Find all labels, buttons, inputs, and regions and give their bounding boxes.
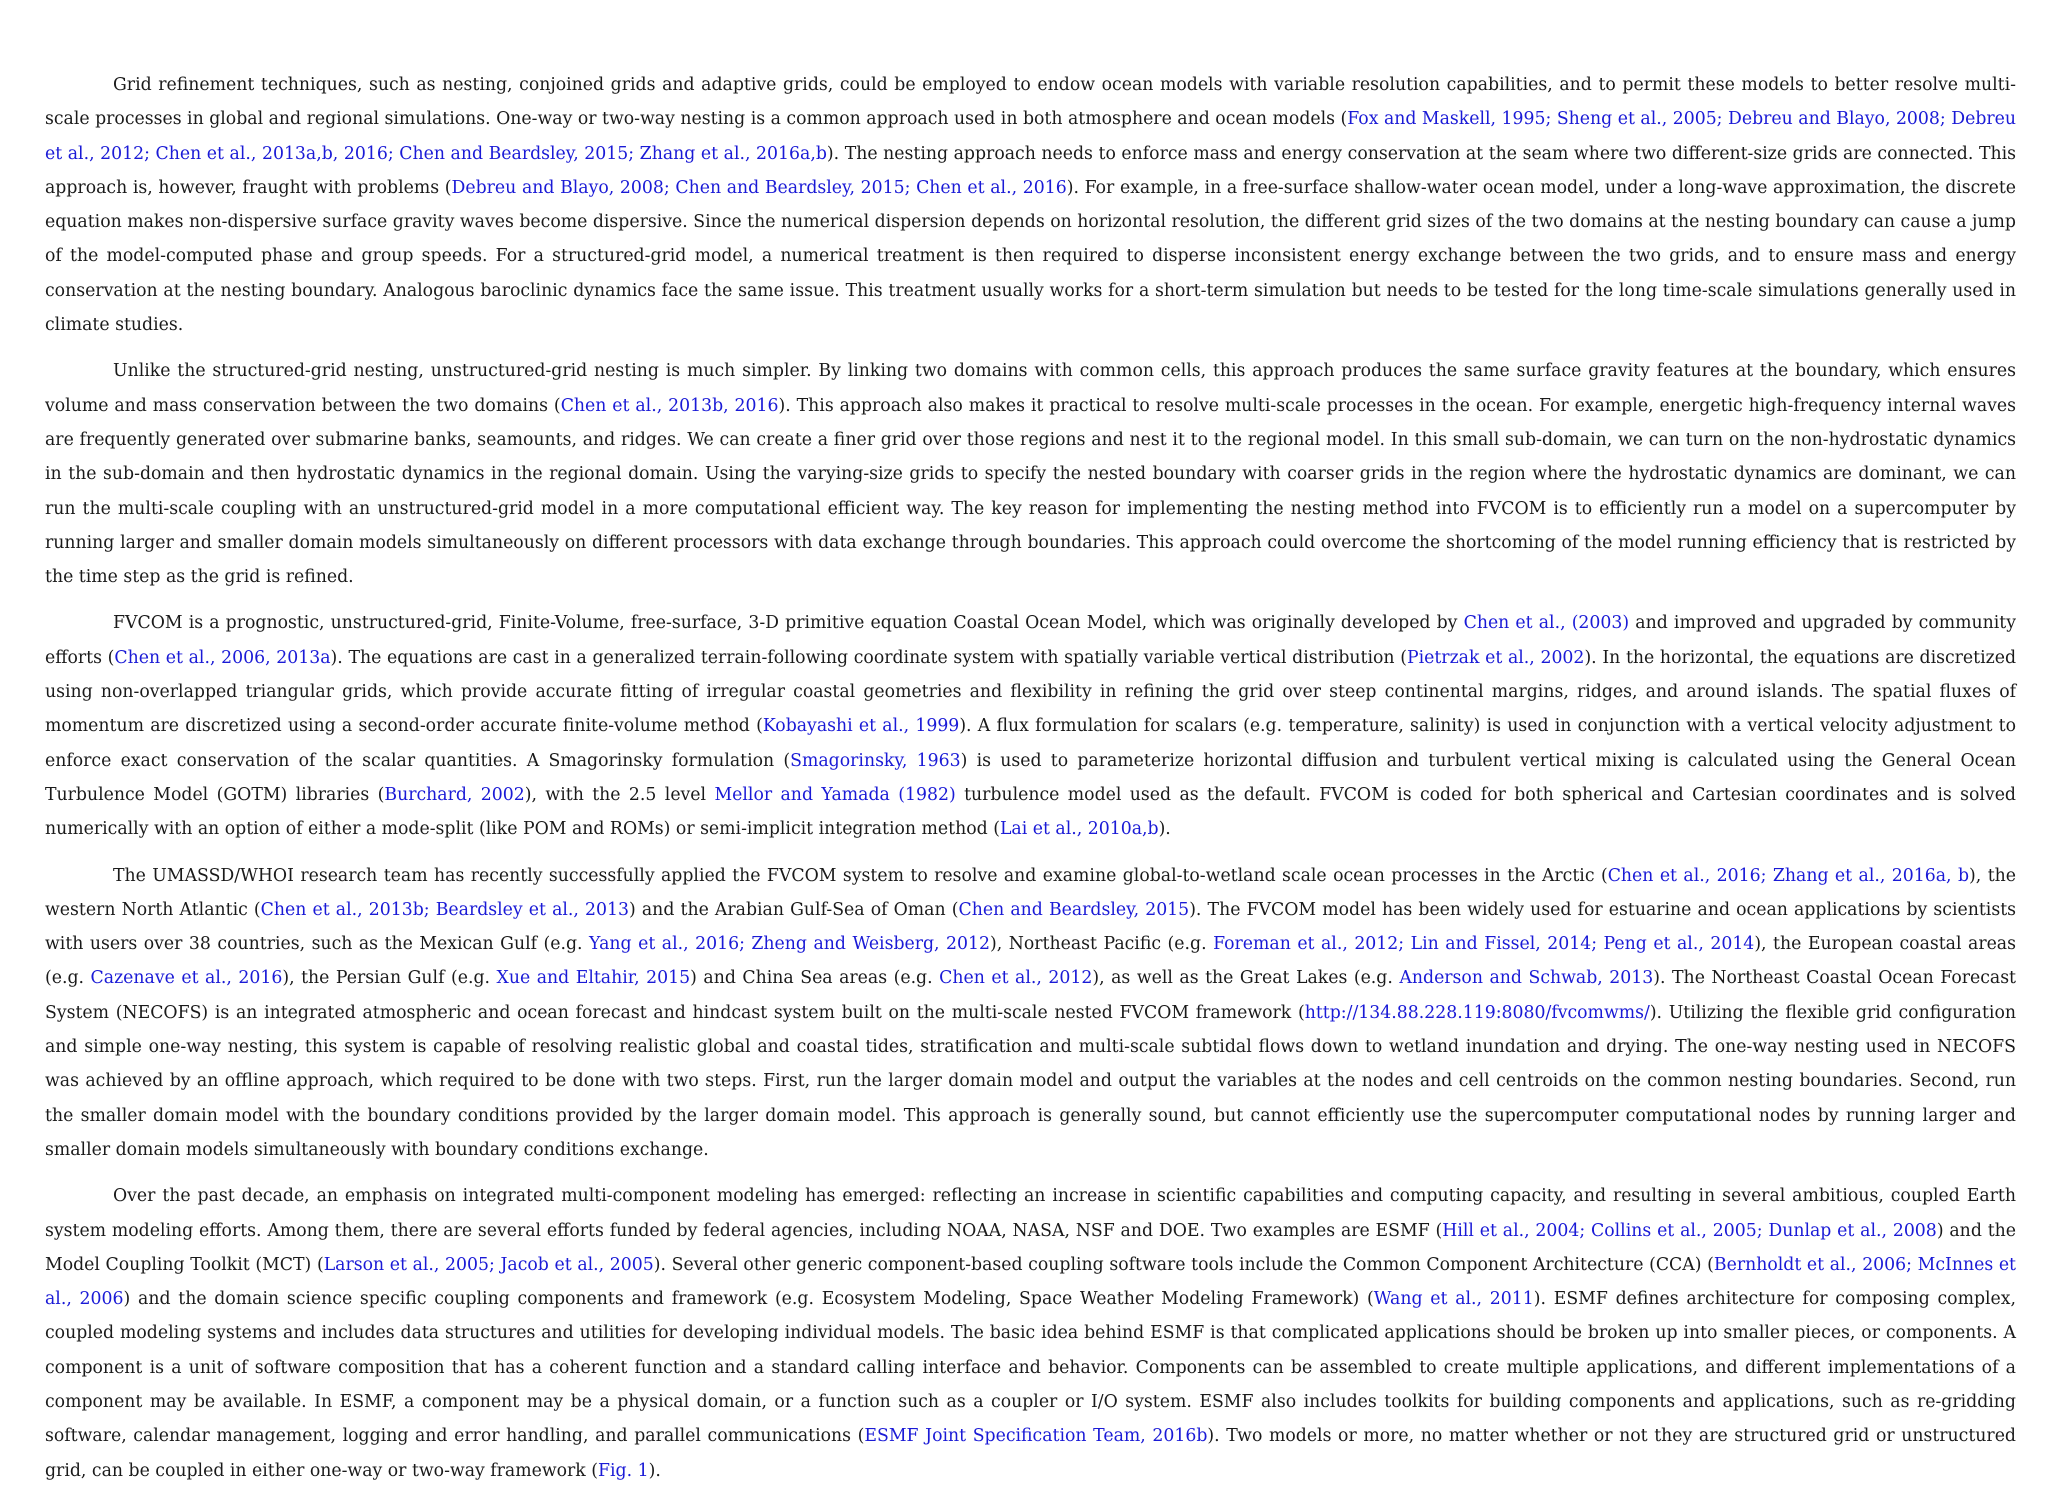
citation-link[interactable]: Yang et al., 2016; Zheng and Weisberg, 2012	[589, 934, 991, 955]
paragraph-text: ), the Persian Gulf (e.g.	[282, 968, 497, 989]
paragraph-text: turbulence model used as the default. FVCOM is coded for both spherical and Cartesian coordinates and is solved numerically with an option of either a mode-split (like POM and ROMs) or semi-implicit integration method (	[45, 784, 2016, 840]
paragraph-4	[45, 859, 2016, 1168]
paragraph-text: Over the past decade, an emphasis on integrated multi-component modeling has emerged: reflecting an increase in scientific capabilities and computing capacity, and resulting in several ambitious, coupled Earth system modeling efforts. Among them, there are several efforts funded by federal agencies, including NOAA, NASA, NSF and DOE. Two examples are ESMF (	[45, 1186, 2016, 1241]
paragraph-text: FVCOM is a prognostic, unstructured-grid, Finite-Volume, free-surface, 3-D primitive equation Coastal Ocean Model, which was originally developed by	[113, 613, 1464, 634]
paragraph-2	[45, 354, 2016, 594]
citation-link[interactable]: Cazenave et al., 2016	[90, 968, 283, 989]
paragraph-text: ). The equations are cast in a generalized terrain-following coordinate system with spatially variable vertical distribution (	[330, 647, 1407, 668]
paragraph-text: ) and the Arabian Gulf-Sea of Oman (	[629, 899, 959, 920]
paragraph-text: ), as well as the Great Lakes (e.g.	[1092, 968, 1400, 989]
paragraph-text: ). In the horizontal, the equations are discretized using non-overlapped triangular grids, which provide accurate fitting of irregular coastal geometries and flexibility in refining the grid over steep continental margins, ridges, and around islands. The spatial fluxes of momentum are discretized using a second-order accurate finite-volume method (	[45, 647, 2017, 737]
paragraph-text: ). For example, in a free-surface shallow-water ocean model, under a long-wave approximation, the discrete equation makes non-dispersive surface gravity waves become dispersive. Since the numerical dispersion depends on horizontal resolution, the different grid sizes of the two domains at the nesting boundary can cause a jump of the model-computed phase and group speeds. For a structured-grid model, a numerical treatment is then required to disperse inconsistent energy exchange between the two grids, and to ensure mass and energy conservation at the nesting boundary. Analogous baroclinic dynamics face the same issue. This treatment usually works for a short-term simulation but needs to be tested for the long time-scale simulations generally used in climate studies.	[45, 177, 2016, 336]
paragraph-text: ). This approach also makes it practical to resolve multi-scale processes in the ocean. For example, energetic high-frequency internal waves are frequently generated over submarine banks, seamounts, and ridges. We can create a finer grid over those regions and nest it to the regional model. In this small sub-domain, we can turn on the non-hydrostatic dynamics in the sub-domain and then hydrostatic dynamics in the regional domain. Using the varying-size grids to specify the nested boundary with coarser grids in the region where the hydrostatic dynamics are dominant, we can run the multi-scale coupling with an unstructured-grid model in a more computational efficient way. The key reason for implementing the nesting method into FVCOM is to efficiently run a model on a supercomputer by running larger and smaller domain models simultaneously on different processors with data exchange through boundaries. This approach could overcome the shortcoming of the model running efficiency that is restricted by the time step as the grid is refined.	[45, 395, 2017, 588]
citation-link[interactable]: Smagorinsky, 1963	[790, 750, 961, 771]
paragraph-text: ), Northeast Pacific (e.g.	[990, 934, 1214, 955]
citation-link[interactable]: Chen et al., 2012	[939, 968, 1093, 989]
citation-link[interactable]: Foreman et al., 2012; Lin and Fissel, 2014; Peng et al., 2014	[1213, 934, 1755, 955]
citation-link[interactable]: Bernholdt et al., 2006; McInnes et al., 2006	[45, 1254, 2017, 1310]
citation-link[interactable]: Fig. 1	[598, 1460, 649, 1481]
citation-link[interactable]: Wang et al., 2011	[1373, 1289, 1534, 1310]
citation-link[interactable]: Lai et al., 2010a,b	[999, 819, 1159, 840]
paragraph-text: ) and the domain science specific coupling components and framework (e.g. Ecosystem Modeling, Space Weather Modeling Framework) (	[123, 1289, 1374, 1310]
citation-link[interactable]: Chen et al., 2013b; Beardsley et al., 2013	[260, 899, 630, 920]
citation-link[interactable]: Chen et al., (2003)	[1463, 613, 1630, 634]
citation-link[interactable]: Xue and Eltahir, 2015	[496, 968, 691, 989]
paragraph-text: ), the western North Atlantic (	[45, 865, 2016, 920]
article-body	[45, 68, 2016, 1500]
citation-link[interactable]: Anderson and Schwab, 2013	[1399, 968, 1654, 989]
paragraph-3	[45, 606, 2016, 846]
paragraph-text: Grid refinement techniques, such as nesting, conjoined grids and adaptive grids, could be employed to endow ocean models with variable resolution capabilities, and to permit these models to better resolve multi-scale processes in global and regional simulations. One-way or two-way nesting is a common approach used in both atmosphere and ocean models (	[45, 75, 2016, 130]
citation-link[interactable]: ESMF Joint Specification Team, 2016b	[864, 1426, 1208, 1447]
paragraph-text: ), with the 2.5 level	[524, 784, 715, 805]
citation-link[interactable]: Chen et al., 2013b, 2016	[560, 395, 779, 416]
paragraph-text: The UMASSD/WHOI research team has recently successfully applied the FVCOM system to resolve and examine global-to-wetland scale ocean processes in the Arctic (	[113, 865, 1608, 886]
paragraph-text: ). Several other generic component-based coupling software tools include the Common Component Architecture (CCA) (	[653, 1254, 1714, 1275]
citation-link[interactable]: Chen and Beardsley, 2015	[958, 899, 1190, 920]
paragraph-text: ) and the Model Coupling Toolkit (MCT) (	[45, 1220, 2017, 1275]
citation-link[interactable]: Kobayashi et al., 1999	[762, 716, 960, 737]
paragraph-text: ) and China Sea areas (e.g.	[690, 968, 940, 989]
citation-link[interactable]: Pietrzak et al., 2002	[1406, 647, 1585, 668]
citation-link[interactable]: Burchard, 2002	[384, 784, 525, 805]
paragraph-text: ). The FVCOM model has been widely used for estuarine and ocean applications by scientists with users over 38 countries, such as the Mexican Gulf (e.g.	[45, 899, 2017, 955]
paragraph-text: Unlike the structured-grid nesting, unstructured-grid nesting is much simpler. By linking two domains with common cells, this approach produces the same surface gravity features at the boundary, which ensures volume and mass conservation between the two domains (	[45, 361, 2016, 416]
paragraph-text: ). The nesting approach needs to enforce mass and energy conservation at the seam where two different-size grids are connected. This approach is, however, fraught with problems (	[45, 143, 2016, 198]
citation-link[interactable]: Fox and Maskell, 1995; Sheng et al., 2005; Debreu and Blayo, 2008; Debreu et al., 2012; Chen et al., 2013a,b, 2016; Chen and Beardsley, 2015; Zhang et al., 2016a,b	[45, 109, 2017, 164]
paragraph-text: ). Utilizing the flexible grid configuration and simple one-way nesting, this system is capable of resolving realistic global and coastal tides, stratification and multi-scale subtidal flows down to wetland inundation and drying. The one-way nesting used in NECOFS was achieved by an offline approach, which required to be done with two steps. First, run the larger domain model and output the variables at the nodes and cell centroids on the common nesting boundaries. Second, run the smaller domain model with the boundary conditions provided by the larger domain model. This approach is generally sound, but cannot efficiently use the supercomputer computational nodes by running larger and smaller domain models simultaneously with boundary conditions exchange.	[45, 1002, 2016, 1160]
citation-link[interactable]: Chen et al., 2016; Zhang et al., 2016a, b	[1607, 865, 1970, 886]
citation-link[interactable]: Chen et al., 2006, 2013a	[114, 647, 331, 668]
paragraph-text: and improved and upgraded by community efforts (	[45, 613, 2017, 668]
citation-link[interactable]: http://134.88.228.119:8080/fvcomwms/	[1304, 1002, 1650, 1023]
citation-link[interactable]: Hill et al., 2004; Collins et al., 2005; Dunlap et al., 2008	[1442, 1220, 1937, 1241]
paragraph-text: ) is used to parameterize horizontal diffusion and turbulent vertical mixing is calculated using the General Ocean Turbulence Model (GOTM) libraries (	[45, 750, 2016, 805]
paragraph-text: ).	[648, 1460, 661, 1481]
paragraph-text: ), the European coastal areas (e.g.	[45, 934, 2016, 989]
paragraph-1	[45, 68, 2016, 342]
paragraph-text: ). ESMF defines architecture for composing complex, coupled modeling systems and includes data structures and utilities for developing individual models. The basic idea behind ESMF is that complicated applications should be broken up into smaller pieces, or components. A component is a unit of software composition that has a coherent function and a standard calling interface and behavior. Components can be assembled to create multiple applications, and different implementations of a component may be available. In ESMF, a component may be a physical domain, or a function such as a coupler or I/O system. ESMF also includes toolkits for building components and applications, such as re-gridding software, calendar management, logging and error handling, and parallel communications (	[45, 1289, 2017, 1447]
paragraph-text: ). A flux formulation for scalars (e.g. temperature, salinity) is used in conjunction with a vertical velocity adjustment to enforce exact conservation of the scalar quantities. A Smagorinsky formulation (	[45, 716, 2016, 771]
citation-link[interactable]: Debreu and Blayo, 2008; Chen and Beardsley, 2015; Chen et al., 2016	[451, 177, 1067, 198]
citation-link[interactable]: Mellor and Yamada (1982)	[714, 784, 956, 805]
paragraph-5	[45, 1179, 2016, 1488]
citation-link[interactable]: Larson et al., 2005; Jacob et al., 2005	[323, 1254, 654, 1275]
paragraph-text: ). The Northeast Coastal Ocean Forecast System (NECOFS) is an integrated atmospheric and ocean forecast and hindcast system built on the multi-scale nested FVCOM framework (	[45, 968, 2017, 1023]
paragraph-text: ).	[1158, 819, 1171, 840]
paragraph-text: ). Two models or more, no matter whether or not they are structured grid or unstructured grid, can be coupled in either one-way or two-way framework (	[45, 1426, 2016, 1481]
